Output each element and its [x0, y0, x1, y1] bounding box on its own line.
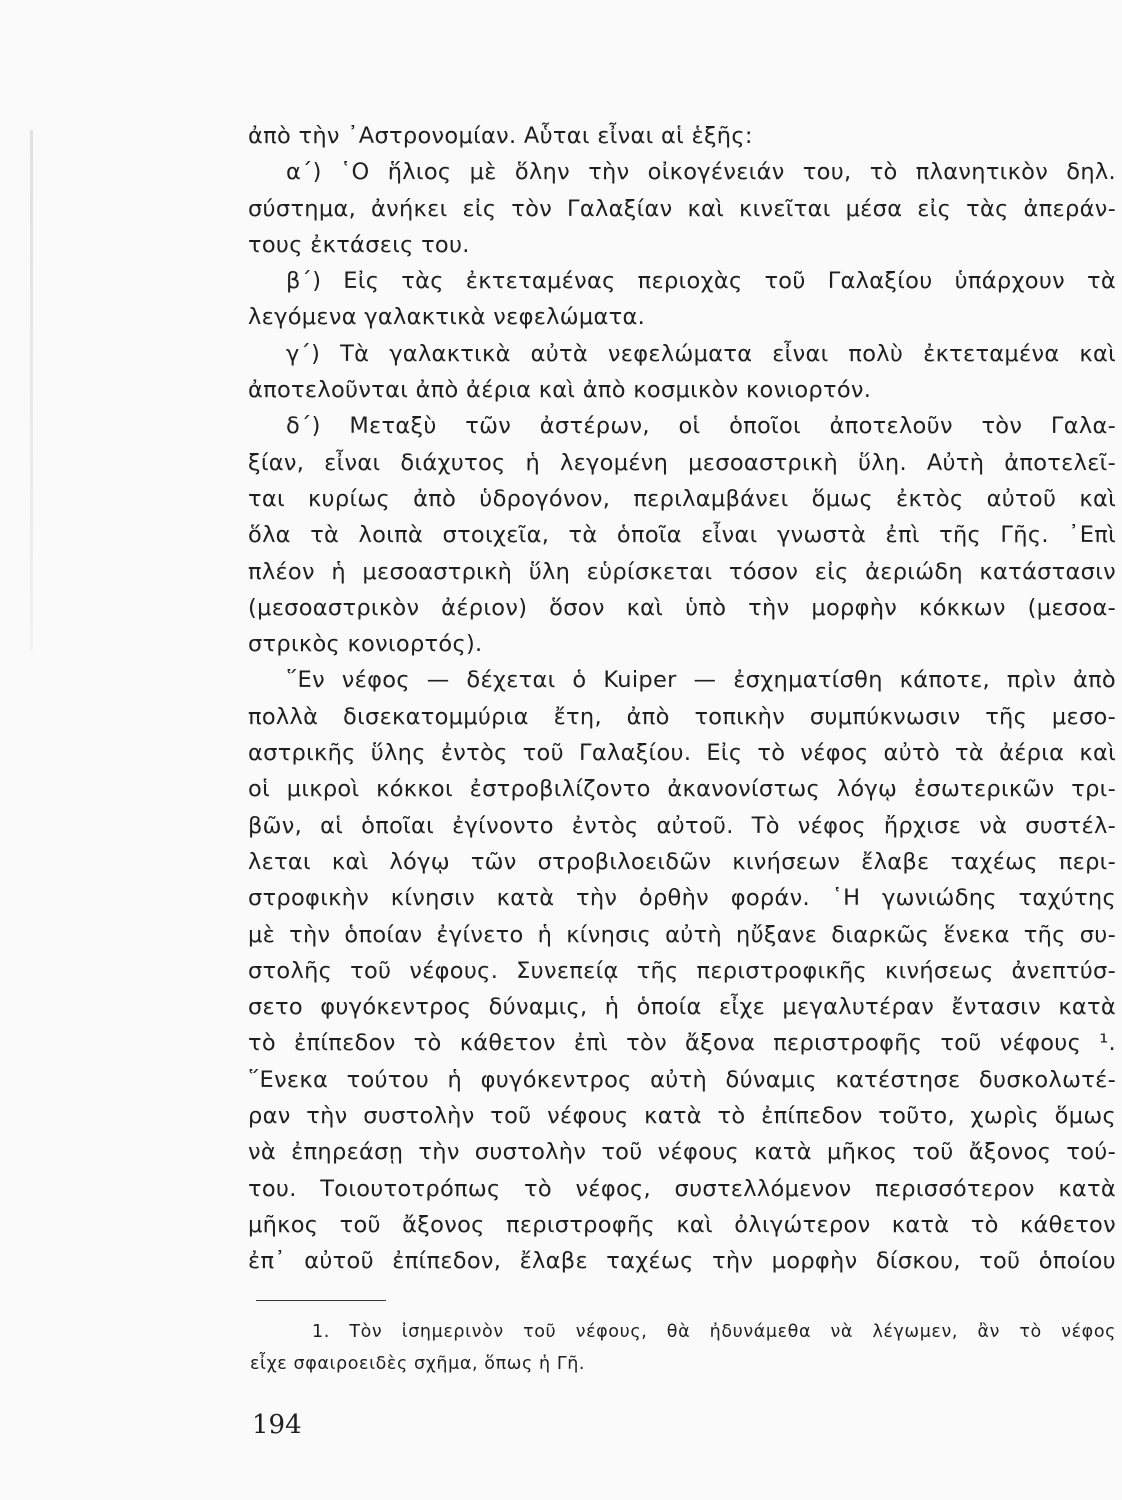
page-number: 194 [252, 1410, 302, 1440]
text-line: μῆκος τοῦ ἄξονος περιστροφῆς καὶ ὀλιγώτερον κατὰ τὸ κάθετον [248, 1211, 1116, 1238]
footnote-line: 1. Τὸν ἰσημερινὸν τοῦ νέφους, θὰ ἠδυνάμεθα νὰ λέγωμεν, ἂν τὸ νέφος [312, 1322, 1116, 1342]
text-line: β΄) Εἰς τὰς ἐκτεταμένας περιοχὰς τοῦ Γαλαξίου ὑπάρχουν τὰ [286, 268, 1116, 295]
text-line: λεται καὶ λόγῳ τῶν στροβιλοειδῶν κινήσεων ἔλαβε ταχέως περι- [248, 848, 1116, 875]
footnote-line: εἶχε σφαιροειδὲς σχῆμα, ὅπως ἡ Γῆ. [250, 1354, 586, 1374]
text-line: μὲ τὴν ὁποίαν ἐγίνετο ἡ κίνησις αὐτὴ ηὔξανε διαρκῶς ἕνεκα τῆς συ- [248, 921, 1116, 948]
text-line: οἱ μικροὶ κόκκοι ἐστροβιλίζοντο ἀκανονίστως λόγῳ ἐσωτερικῶν τρι- [248, 776, 1116, 803]
text-line: ἀποτελοῦνται ἀπὸ ἀέρια καὶ ἀπὸ κοσμικὸν κονιορτόν. [248, 377, 872, 404]
text-line: στρικὸς κονιορτός). [248, 631, 483, 658]
page-gutter-shadow [30, 130, 33, 650]
text-line: του. Τοιουτοτρόπως τὸ νέφος, συστελλόμενον περισσότερον κατὰ [248, 1175, 1116, 1202]
text-line: αστρικῆς ὕλης ἐντὸς τοῦ Γαλαξίου. Εἰς τὸ νέφος αὐτὸ τὰ ἀέρια καὶ [248, 740, 1116, 767]
text-line: δ΄) Μεταξὺ τῶν ἀστέρων, οἱ ὁποῖοι ἀποτελοῦν τὸν Γαλα- [286, 413, 1116, 440]
text-line: (μεσοαστρικὸν ἀέριον) ὅσον καὶ ὑπὸ τὴν μορφὴν κόκκων (μεσοα- [248, 594, 1116, 621]
text-line: ραν τὴν συστολὴν τοῦ νέφους κατὰ τὸ ἐπίπεδον τοῦτο, χωρὶς ὅμως [248, 1103, 1116, 1130]
body-text [248, 118, 1116, 1280]
text-line: ἀπὸ τὴν ᾿Αστρονομίαν. Αὗται εἶναι αἱ ἑξῆς: [248, 123, 753, 149]
text-line: σετο φυγόκεντρος δύναμις, ἡ ὁποία εἶχε μεγαλυτέραν ἔντασιν κατὰ [248, 994, 1116, 1021]
text-line: α΄) ῾Ο ἥλιος μὲ ὅλην τὴν οἰκογένειάν του, τὸ πλανητικὸν δηλ. [286, 159, 1116, 186]
text-line: ἐπ᾿ αὐτοῦ ἐπίπεδον, ἔλαβε ταχέως τὴν μορφὴν δίσκου, τοῦ ὁποίου [248, 1248, 1116, 1275]
text-line: τὸ ἐπίπεδον τὸ κάθετον ἐπὶ τὸν ἄξονα περιστροφῆς τοῦ νέφους ¹. [248, 1030, 1116, 1057]
text-line: ῞Εν νέφος — δέχεται ὁ Kuiper — ἐσχηματίσθη κάποτε, πρὶν ἀπὸ [286, 667, 1116, 694]
text-line: στολῆς τοῦ νέφους. Συνεπείᾳ τῆς περιστροφικῆς κινήσεως ἀνεπτύσ- [248, 957, 1116, 984]
text-line: λεγόμενα γαλακτικὰ νεφελώματα. [248, 304, 646, 331]
text-line: νὰ ἐπηρεάσῃ τὴν συστολὴν τοῦ νέφους κατὰ μῆκος τοῦ ἄξονος τού- [248, 1139, 1116, 1166]
footnote-rule [256, 1300, 386, 1301]
text-line: ται κυρίως ἀπὸ ὑδρογόνον, περιλαμβάνει ὅμως ἐκτὸς αὐτοῦ καὶ [248, 485, 1116, 512]
text-line: ὅλα τὰ λοιπὰ στοιχεῖα, τὰ ὁποῖα εἶναι γνωστὰ ἐπὶ τῆς Γῆς. ᾿Επὶ [248, 522, 1116, 549]
footnote [250, 1316, 1116, 1380]
text-line: τους ἐκτάσεις του. [248, 231, 470, 258]
text-line: ῞Ενεκα τούτου ἡ φυγόκεντρος αὐτὴ δύναμις κατέστησε δυσκολωτέ- [248, 1066, 1116, 1093]
text-line: πλέον ἡ μεσοαστρικὴ ὕλη εὑρίσκεται τόσον εἰς ἀεριώδη κατάστασιν [248, 558, 1116, 585]
text-line: σύστημα, ἀνήκει εἰς τὸν Γαλαξίαν καὶ κινεῖται μέσα εἰς τὰς ἀπεράν- [248, 195, 1116, 222]
text-line: πολλὰ δισεκατομμύρια ἔτη, ἀπὸ τοπικὴν συμπύκνωσιν τῆς μεσο- [248, 703, 1116, 730]
text-line: γ΄) Τὰ γαλακτικὰ αὐτὰ νεφελώματα εἶναι πολὺ ἐκτεταμένα καὶ [286, 340, 1116, 367]
text-line: ξίαν, εἶναι διάχυτος ἡ λεγομένη μεσοαστρικὴ ὕλη. Αὐτὴ ἀποτελεῖ- [248, 449, 1116, 476]
text-line: στροφικὴν κίνησιν κατὰ τὴν ὀρθὴν φοράν. ῾Η γωνιώδης ταχύτης [248, 885, 1116, 912]
text-line: βῶν, αἱ ὁποῖαι ἐγίνοντο ἐντὸς αὐτοῦ. Τὸ νέφος ἤρχισε νὰ συστέλ- [248, 812, 1116, 839]
